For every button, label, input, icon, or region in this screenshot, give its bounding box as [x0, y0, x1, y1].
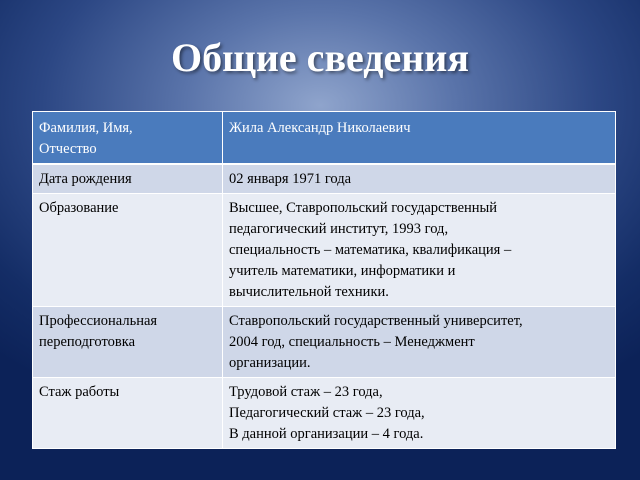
retraining-value-line-3: организации. — [229, 355, 311, 371]
table-row-experience — [33, 378, 616, 449]
retraining-label-cell — [33, 307, 223, 378]
experience-value-cell — [223, 378, 616, 449]
birthdate-label: Дата рождения — [39, 171, 132, 187]
name-label-line-2: Отчество — [39, 141, 97, 157]
birthdate-label-cell — [33, 164, 223, 194]
education-value-line-1: Высшее, Ставропольский государственный — [229, 200, 498, 216]
retraining-value-line-2: 2004 год, специальность – Менеджмент — [229, 334, 475, 350]
slide-title: Общие сведения — [171, 35, 469, 80]
name-label-line-1: Фамилия, Имя, — [39, 120, 133, 136]
birthdate-value: 02 января 1971 года — [229, 171, 352, 187]
retraining-value-cell — [223, 307, 616, 378]
name-label-cell — [33, 112, 223, 165]
education-value-line-2: педагогический институт, 1993 год, — [229, 221, 449, 237]
table-row-retraining — [33, 307, 616, 378]
education-label-cell — [33, 194, 223, 307]
birthdate-value-cell — [223, 164, 616, 194]
name-value-cell — [223, 112, 616, 165]
education-value-line-5: вычислительной техники. — [229, 284, 389, 300]
name-value-line-1: Жила Александр Николаевич — [229, 120, 411, 136]
education-value-line-3: специальность – математика, квалификация – — [229, 242, 512, 258]
experience-label-cell — [33, 378, 223, 449]
education-label: Образование — [39, 200, 119, 216]
table-row-education — [33, 194, 616, 307]
retraining-label-line-2: переподготовка — [39, 334, 135, 350]
experience-value-line-1: Трудовой стаж – 23 года, — [229, 384, 383, 400]
experience-value-line-3: В данной организации – 4 года. — [229, 426, 424, 442]
table-row-birthdate — [33, 164, 616, 194]
retraining-label-line-1: Профессиональная — [39, 313, 158, 329]
experience-value-line-2: Педагогический стаж – 23 года, — [229, 405, 425, 421]
education-value-line-4: учитель математики, информатики и — [229, 263, 456, 279]
experience-label: Стаж работы — [39, 384, 120, 400]
retraining-value-line-1: Ставропольский государственный университет, — [229, 313, 523, 329]
table-header-row — [33, 112, 616, 165]
info-table — [32, 111, 616, 449]
education-value-cell — [223, 194, 616, 307]
